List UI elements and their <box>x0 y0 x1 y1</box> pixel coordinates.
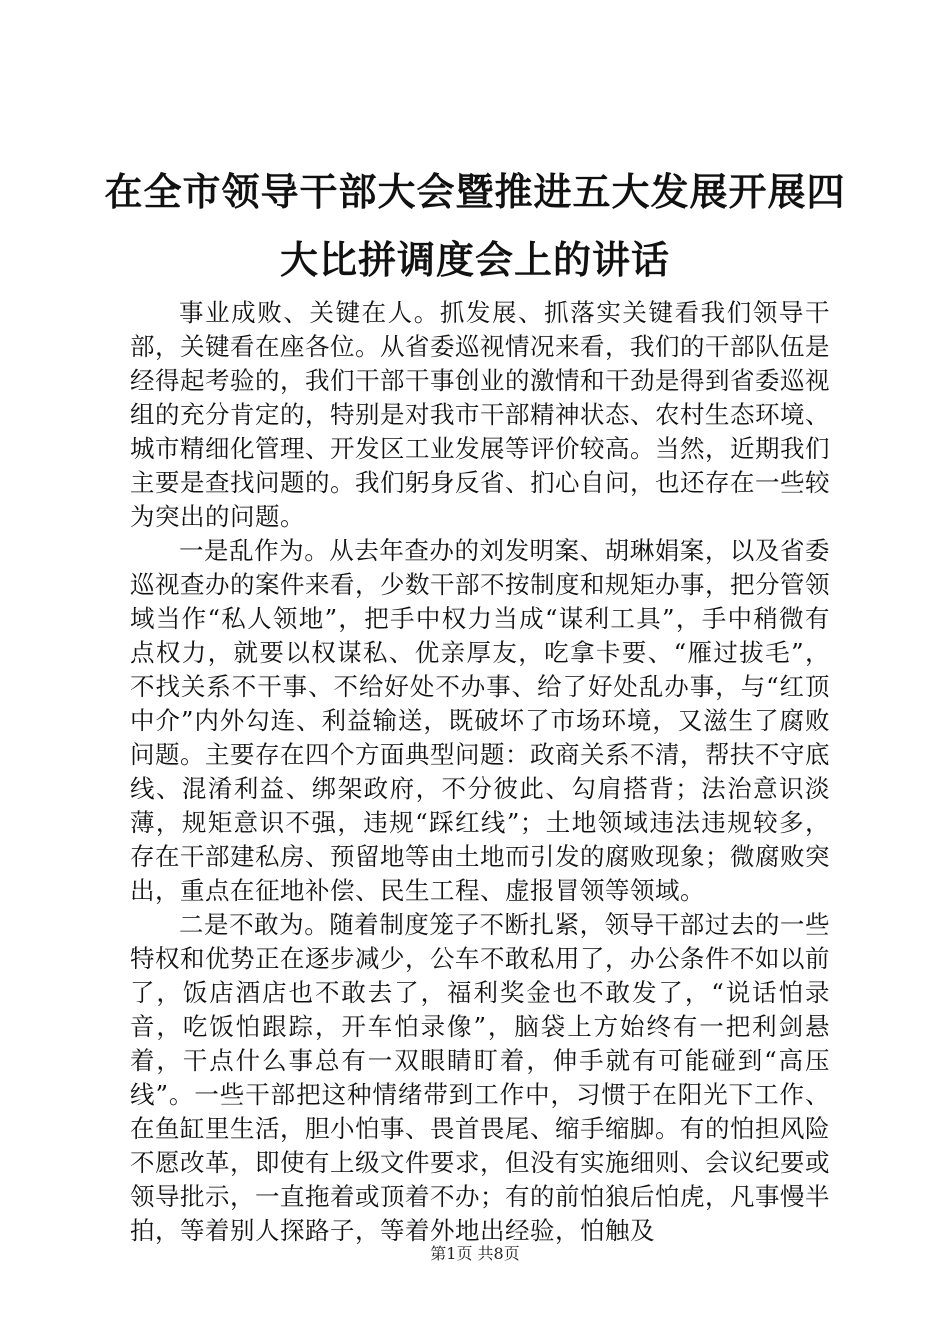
document-body <box>130 296 830 1248</box>
paragraph-intro: 事业成败、关键在人。抓发展、抓落实关键看我们领导干部，关键看在座各位。从省委巡视情况来看，我们的干部队伍是经得起考验的，我们干部干事创业的激情和干劲是得到省委巡视组的充分肯定的，特别是对我市干部精神状态、农村生态环境、城市精细化管理、开发区工业发展等评价较高。当然，近期我们主要是查找问题的。我们躬身反省、扪心自问，也还存在一些较为突出的问题。 <box>130 298 830 531</box>
paragraph-point-two: 二是不敢为。随着制度笼子不断扎紧，领导干部过去的一些特权和优势正在逐步减少，公车不敢私用了，办公条件不如以前了，饭店酒店也不敢去了，福利奖金也不敢发了，“说话怕录音，吃饭怕跟踪，开车怕录像”，脑袋上方始终有一把利剑悬着，干点什么事总有一双眼睛盯着，伸手就有可能碰到“高压线”。一些干部把这种情绪带到工作中，习惯于在阳光下工作、在鱼缸里生活，胆小怕事、畏首畏尾、缩手缩脚。有的怕担风险不愿改革，即使有上级文件要求，但没有实施细则、会议纪要或领导批示，一直拖着或顶着不办；有的前怕狼后怕虎，凡事慢半拍，等着别人探路子，等着外地出经验，怕触及 <box>130 910 830 1245</box>
document-title: 在全市领导干部大会暨推进五大发展开展四大比拼调度会上的讲话 <box>104 169 846 282</box>
paragraph-point-one: 一是乱作为。从去年查办的刘发明案、胡琳娟案，以及省委巡视查办的案件来看，少数干部不按制度和规矩办事，把分管领域当作“私人领地”，把手中权力当成“谋利工具”，手中稍微有点权力，就要以权谋私、优亲厚友，吃拿卡要、“雁过拔毛”，不找关系不干事、不给好处不办事、给了好处乱办事，与“红顶中介”内外勾连、利益输送，既破坏了市场环境，又滋生了腐败问题。主要存在四个方面典型问题：政商关系不清，帮扶不守底线、混淆利益、绑架政府，不分彼此、勾肩搭背；法治意识淡薄，规矩意识不强，违规“踩红线”；土地领域违法违规较多，存在干部建私房、预留地等由土地而引发的腐败现象；微腐败突出，重点在征地补偿、民生工程、虚报冒领等领域。 <box>130 536 830 905</box>
page-number-footer: 第1页 共8页 <box>430 1244 520 1263</box>
